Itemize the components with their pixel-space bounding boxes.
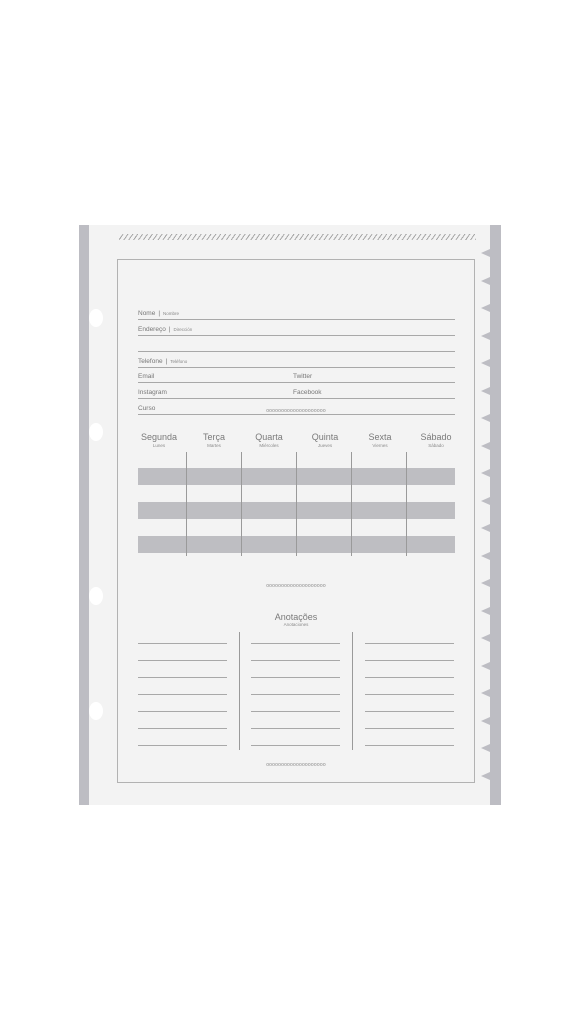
index-tab-notch [481,469,490,477]
binder-hole [89,587,103,605]
note-line[interactable] [138,660,227,661]
notes-column-divider [239,632,240,750]
dot-separator: oooooooooooooooooooo [266,584,326,589]
day-header-friday: Sexta Viernes [368,432,392,448]
note-line[interactable] [365,745,454,746]
index-tab-notch [481,772,490,780]
index-tab-notch [481,249,490,257]
planner-sheet [79,225,501,805]
day-header-wednesday: Quarta Miércoles [255,432,283,448]
note-line[interactable] [365,711,454,712]
right-tab-strip [490,225,501,805]
note-line[interactable] [251,677,340,678]
name-field[interactable]: Nome | Nombre [138,319,455,320]
index-tab-notch [481,717,490,725]
phone-field[interactable]: Telefone | Teléfono [138,367,455,368]
notes-column-divider [352,632,353,750]
note-line[interactable] [365,677,454,678]
note-line[interactable] [138,677,227,678]
facebook-label: Facebook [293,389,322,396]
note-line[interactable] [365,643,454,644]
dot-separator: oooooooooooooooooooo [266,763,326,768]
note-line[interactable] [365,660,454,661]
left-binding-strip [79,225,89,805]
instagram-field[interactable]: Instagram Facebook [138,398,455,399]
index-tab-notch [481,414,490,422]
day-header-monday: Segunda Lunes [140,432,178,448]
dot-separator: oooooooooooooooooooo [266,409,326,414]
column-divider [296,452,297,556]
index-tab-notch [481,387,490,395]
note-line[interactable] [138,711,227,712]
page-frame [117,259,475,783]
day-header-saturday: Sábado Sábado [420,432,452,448]
note-line[interactable] [251,643,340,644]
index-tab-notch [481,497,490,505]
index-tab-notch [481,304,490,312]
day-header-tuesday: Terça Martes [202,432,225,448]
index-tab-notch [481,607,490,615]
binder-hole [89,309,103,327]
index-tab-notch [481,744,490,752]
day-header-thursday: Quinta Jueves [311,432,339,448]
column-divider [406,452,407,556]
index-tab-notch [481,634,490,642]
twitter-label: Twitter [293,373,313,380]
index-tab-notch [481,689,490,697]
note-line[interactable] [251,745,340,746]
index-tab-notch [481,359,490,367]
index-tab-notch [481,332,490,340]
course-field[interactable]: Curso [138,414,455,415]
note-line[interactable] [251,660,340,661]
note-line[interactable] [138,694,227,695]
address-field-line-2[interactable] [138,351,455,352]
index-tab-notch [481,277,490,285]
note-line[interactable] [251,728,340,729]
note-line[interactable] [138,728,227,729]
column-divider [241,452,242,556]
note-line[interactable] [251,694,340,695]
note-line[interactable] [365,728,454,729]
index-tab-notch [481,662,490,670]
column-divider [351,452,352,556]
index-tab-notch [481,552,490,560]
note-line[interactable] [251,711,340,712]
column-divider [186,452,187,556]
binder-hole [89,423,103,441]
address-field[interactable]: Endereço | Dirección [138,335,455,336]
index-tab-notch [481,579,490,587]
email-field[interactable]: Email Twitter [138,382,455,383]
hatch-pattern [119,234,476,240]
note-line[interactable] [138,745,227,746]
notes-title: Anotações Anotaciones [274,612,318,627]
binder-hole [89,702,103,720]
note-line[interactable] [365,694,454,695]
index-tab-notch [481,524,490,532]
note-line[interactable] [138,643,227,644]
index-tab-notch [481,442,490,450]
